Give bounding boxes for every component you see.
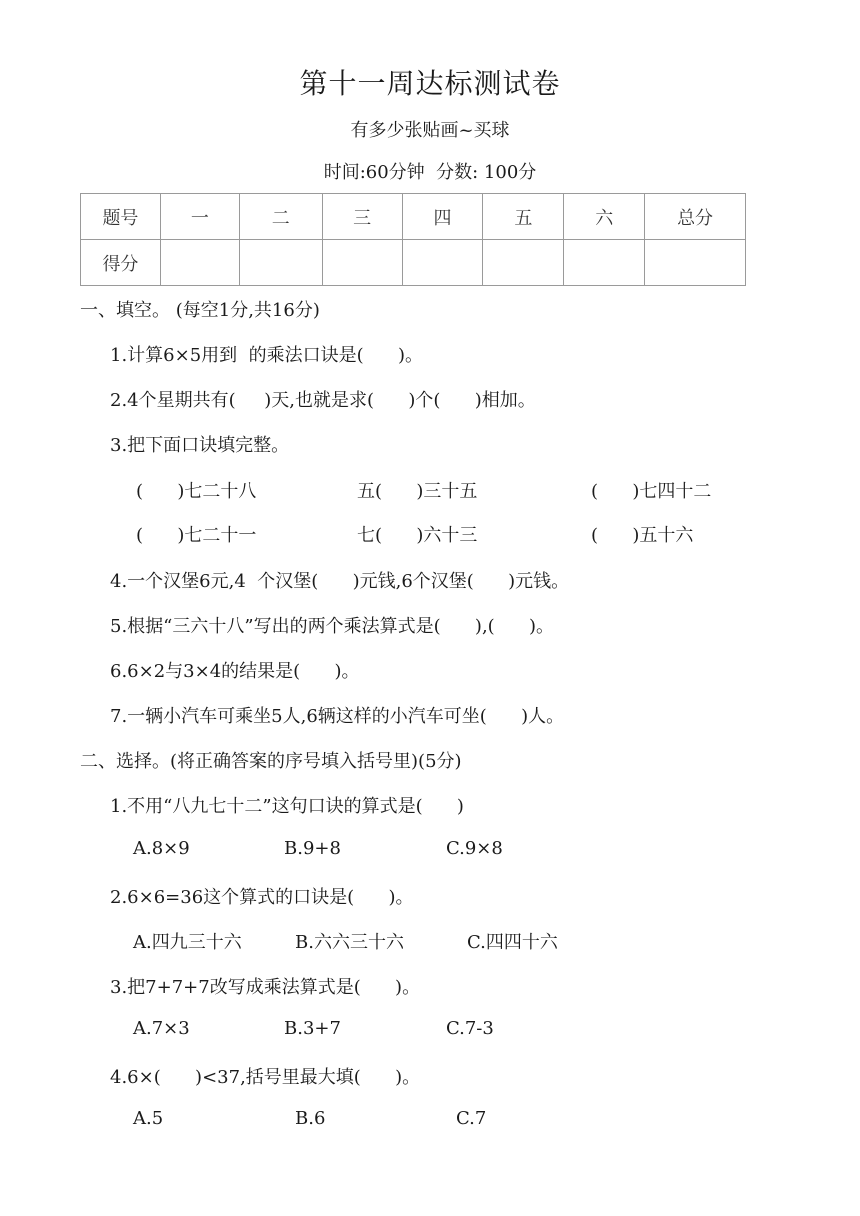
- score-cell[interactable]: [239, 240, 322, 286]
- score-cell[interactable]: [160, 240, 239, 286]
- score-cell[interactable]: [402, 240, 483, 286]
- option-a: A.5: [133, 1108, 164, 1129]
- option-c: C.7-3: [446, 1018, 494, 1039]
- question-1-5: 5.根据“三六十八”写出的两个乘法算式是( ),( )。: [110, 616, 555, 637]
- score-cell[interactable]: [645, 240, 746, 286]
- question-2-4: 4.6×( )<37,括号里最大填( )。: [110, 1067, 421, 1088]
- option-b: B.六六三十六: [295, 932, 404, 953]
- question-1-2: 2.4个星期共有( )天,也就是求( )个( )相加。: [110, 390, 536, 411]
- score-table: [80, 193, 746, 286]
- question-1-4: 4.一个汉堡6元,4 个汉堡( )元钱,6个汉堡( )元钱。: [110, 571, 570, 592]
- option-c: C.四四十六: [467, 932, 558, 953]
- rhyme-item: ( )七四十二: [591, 481, 712, 502]
- rhyme-item: 五( )三十五: [357, 481, 478, 502]
- question-2-3: 3.把7+7+7改写成乘法算式是( )。: [110, 977, 421, 998]
- question-1-6: 6.6×2与3×4的结果是( )。: [110, 661, 360, 682]
- option-c: C.9×8: [446, 838, 503, 859]
- score-table-header-cell: 题号: [81, 194, 161, 240]
- question-2-2: 2.6×6=36这个算式的口诀是( )。: [110, 887, 414, 908]
- time-score-info: 时间:60分钟 分数: 100分: [323, 162, 537, 183]
- option-b: B.9+8: [284, 838, 341, 859]
- option-a: A.四九三十六: [133, 932, 242, 953]
- question-1-3: 3.把下面口诀填完整。: [110, 435, 290, 456]
- score-table-header-cell: 二: [239, 194, 322, 240]
- option-b: B.3+7: [284, 1018, 341, 1039]
- score-table-header-cell: 六: [564, 194, 645, 240]
- score-table-header-cell: 总分: [645, 194, 746, 240]
- rhyme-item: ( )五十六: [591, 525, 694, 546]
- score-cell[interactable]: [483, 240, 564, 286]
- section1-heading: 一、填空。 (每空1分,共16分): [80, 300, 320, 321]
- rhyme-item: ( )七二十一: [136, 525, 257, 546]
- question-1-7: 7.一辆小汽车可乘坐5人,6辆这样的小汽车可坐( )人。: [110, 706, 565, 727]
- option-a: A.7×3: [133, 1018, 190, 1039]
- section2-heading: 二、选择。(将正确答案的序号填入括号里)(5分): [80, 751, 462, 772]
- rhyme-item: ( )七二十八: [136, 481, 257, 502]
- score-table-header-cell: 三: [322, 194, 402, 240]
- page-subtitle: 有多少张贴画~买球: [350, 120, 510, 141]
- rhyme-item: 七( )六十三: [357, 525, 478, 546]
- score-table-header-row: [81, 194, 746, 240]
- page-title: 第十一周达标测试卷: [299, 67, 561, 100]
- option-b: B.6: [295, 1108, 326, 1129]
- question-2-1: 1.不用“八九七十二”这句口诀的算式是( ): [110, 796, 464, 817]
- option-a: A.8×9: [133, 838, 190, 859]
- score-row-label: 得分: [81, 240, 161, 286]
- score-cell[interactable]: [322, 240, 402, 286]
- score-table-score-row: [81, 240, 746, 286]
- score-table-header-cell: 五: [483, 194, 564, 240]
- option-c: C.7: [456, 1108, 487, 1129]
- score-table-header-cell: 四: [402, 194, 483, 240]
- score-table-header-cell: 一: [160, 194, 239, 240]
- question-1-1: 1.计算6×5用到 的乘法口诀是( )。: [110, 345, 423, 366]
- score-cell[interactable]: [564, 240, 645, 286]
